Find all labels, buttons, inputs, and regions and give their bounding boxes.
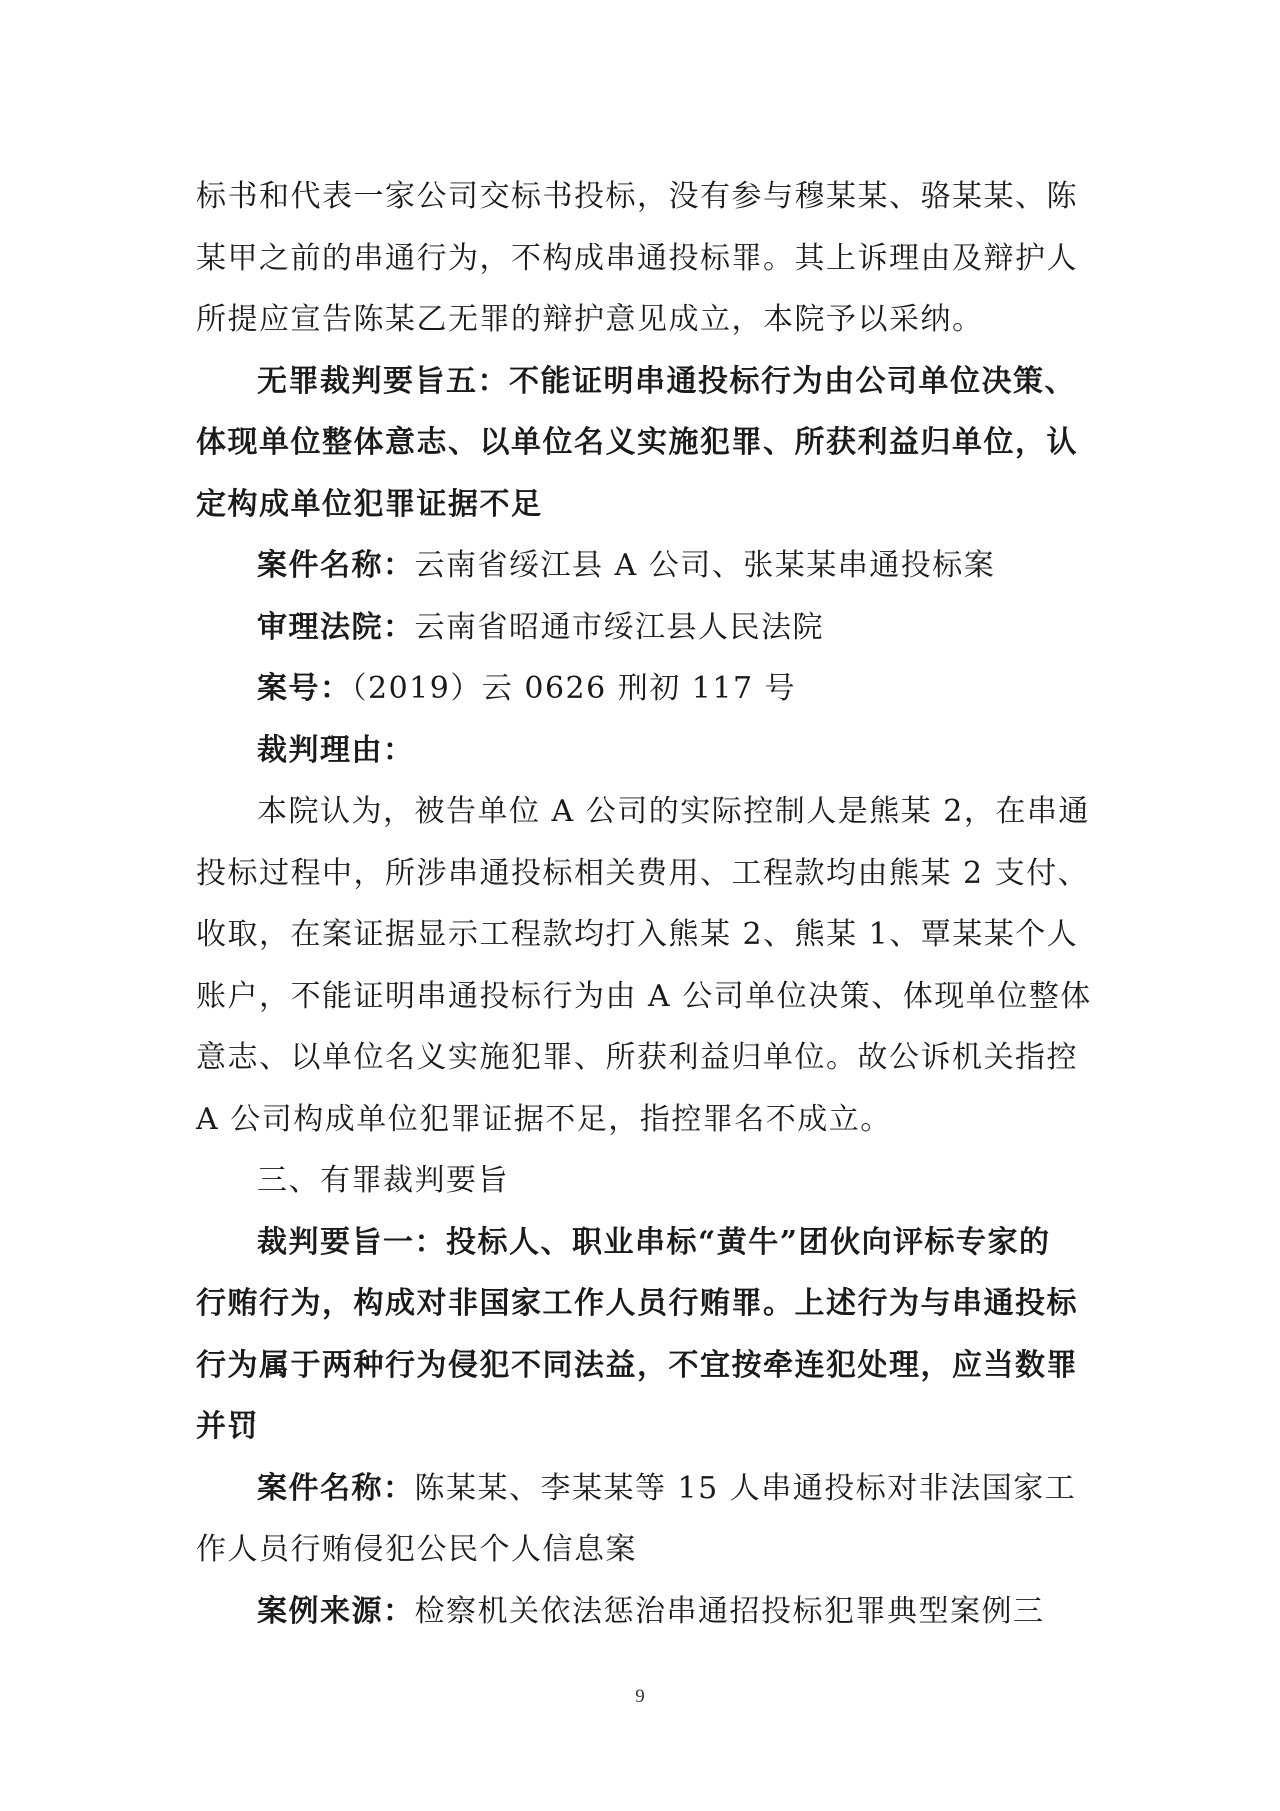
case-source-label: 案例来源： (257, 1593, 415, 1629)
ruling-point-heading: 定构成单位犯罪证据不足 (196, 486, 543, 522)
ruling-point-heading: 行贿行为，构成对非国家工作人员行贿罪。上述行为与串通投标 (196, 1286, 1078, 1321)
case-name-row (196, 535, 1086, 597)
case-name-value: 陈某某、李某某等 15 人串通投标对非法国家工 (414, 1470, 1077, 1506)
ruling-point-heading: 行为属于两种行为侵犯不同法益，不宜按牵连犯处理，应当数罪 (196, 1347, 1078, 1383)
case-number-row (196, 658, 1086, 720)
page-number: 9 (635, 1686, 645, 1707)
case-name-continuation: 作人员行贿侵犯公民个人信息案 (196, 1532, 637, 1567)
case-name-value: 云南省绥江县 A 公司、张某某串通投标案 (414, 548, 996, 583)
reason-line: 意志、以单位名义实施犯罪、所获利益归单位。故公诉机关指控 (196, 1040, 1078, 1075)
case-source-value: 检察机关依法惩治串通招投标犯罪典型案例三 (414, 1593, 1045, 1629)
court-row (196, 597, 1086, 659)
reason-line: 收取，在案证据显示工程款均打入熊某 2、熊某 1、覃某某个人 (196, 917, 1079, 952)
paragraph-line: 某甲之前的串通行为，不构成串通投标罪。其上诉理由及辩护人 (196, 240, 1078, 276)
document-body (196, 166, 1092, 1642)
paragraph-line: 所提应宣告陈某乙无罪的辩护意见成立，本院予以采纳。 (196, 302, 984, 337)
case-source-row (196, 1581, 1086, 1643)
ruling-point-heading: 体现单位整体意志、以单位名义实施犯罪、所获利益归单位，认 (196, 425, 1078, 460)
ruling-point-heading: 并罚 (196, 1409, 259, 1444)
case-name-label: 案件名称： (257, 1470, 415, 1506)
case-number-label: 案号： (257, 671, 352, 706)
ruling-point-heading: 裁判要旨一：投标人、职业串标“黄牛”团伙向评标专家的 (257, 1224, 1051, 1260)
case-name-label: 案件名称： (257, 548, 415, 583)
reason-line: A 公司构成单位犯罪证据不足，指控罪名不成立。 (196, 1101, 892, 1137)
case-name-row (196, 1458, 1086, 1520)
court-label: 审理法院： (257, 609, 415, 645)
reason-line: 本院认为，被告单位 A 公司的实际控制人是熊某 2，在串通 (257, 794, 1090, 829)
reason-line: 投标过程中，所涉串通投标相关费用、工程款均由熊某 2 支付、 (196, 855, 1090, 891)
case-number-value: （2019）云 0626 刑初 117 号 (351, 671, 797, 706)
ruling-point-heading: 无罪裁判要旨五：不能证明串通投标行为由公司单位决策、 (257, 363, 1076, 399)
paragraph-line: 标书和代表一家公司交标书投标，没有参与穆某某、骆某某、陈 (196, 179, 1078, 214)
court-value: 云南省昭通市绥江县人民法院 (414, 609, 824, 645)
reason-line: 账户，不能证明串通投标行为由 A 公司单位决策、体现单位整体 (196, 978, 1092, 1014)
ruling-reason-label: 裁判理由： (257, 732, 415, 768)
section-heading: 三、有罪裁判要旨 (257, 1163, 509, 1198)
